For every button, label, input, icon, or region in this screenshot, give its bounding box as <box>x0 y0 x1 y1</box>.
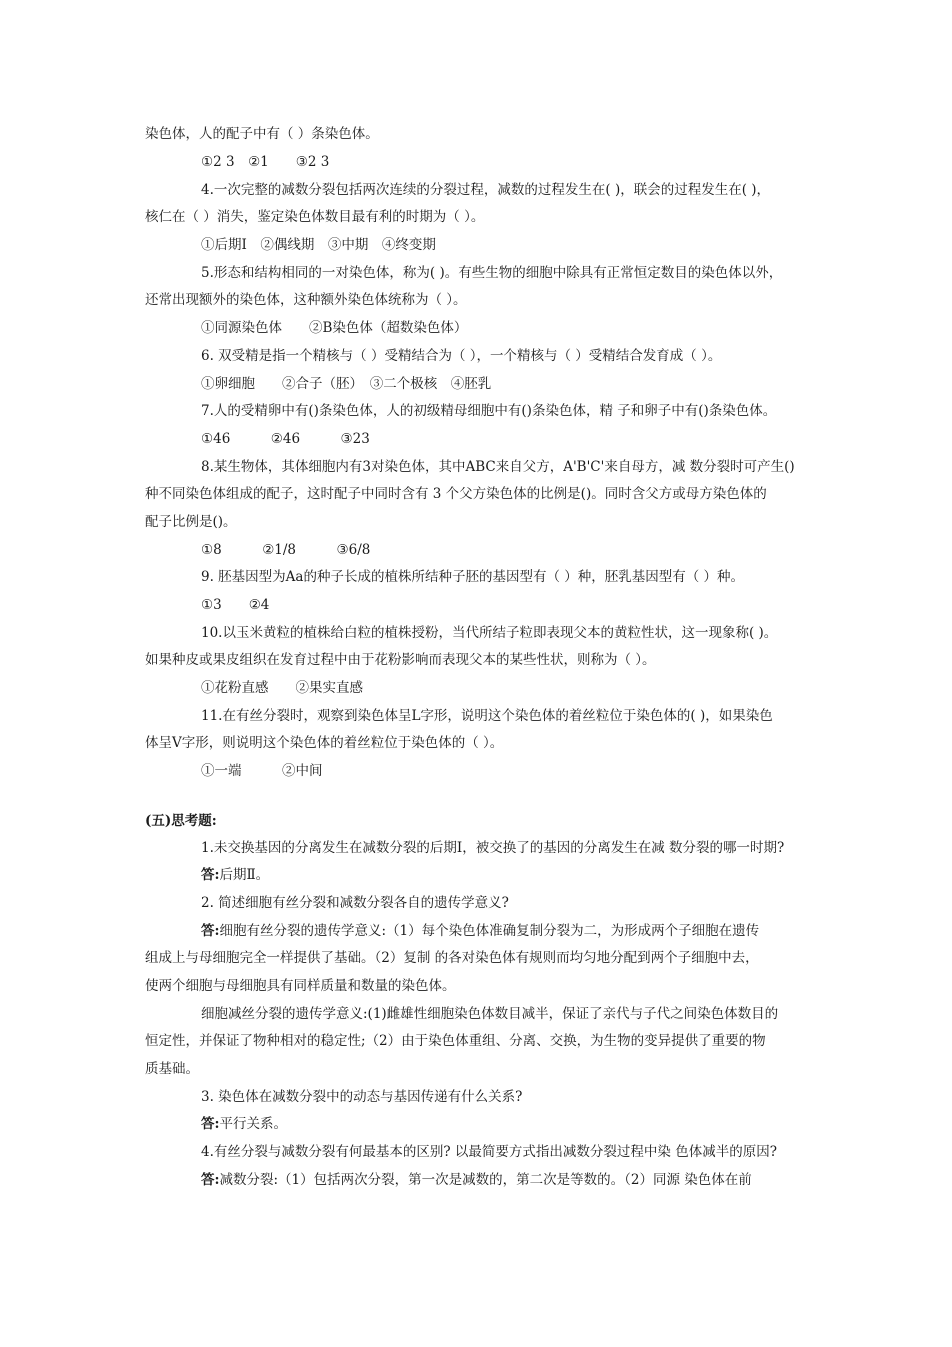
text-line: 7.人的受精卵中有()条染色体，人的初级精母细胞中有()条染色体，精 子和卵子中有()条染色体。 <box>201 403 777 419</box>
text-line: ①46 ②46 ③23 <box>201 431 370 447</box>
qa-text: 3. 染色体在减数分裂中的动态与基因传递有什么关系? <box>201 1089 523 1105</box>
text-line: 染色体，人的配子中有（ ）条染色体。 <box>145 126 379 142</box>
answer-label: 答: <box>201 923 220 939</box>
answer-label: 答: <box>201 1172 220 1188</box>
qa-text: 细胞减丝分裂的遗传学意义:(1)雌雄性细胞染色体数目减半，保证了亲代与子代之间染色体数目的 <box>201 1006 779 1022</box>
text-line: 4.一次完整的减数分裂包括两次连续的分裂过程，减数的过程发生在( )，联会的过程发生在( )， <box>201 182 771 198</box>
qa-line <box>201 1170 815 1190</box>
qa-line <box>201 1114 815 1134</box>
text-line: 配子比例是()。 <box>145 514 237 530</box>
qa-line <box>201 838 815 858</box>
qa-line <box>145 1031 815 1051</box>
text-line: 9. 胚基因型为Aa的种子长成的植株所结种子胚的基因型有（ ）种，胚乳基因型有（ ）种。 <box>201 569 745 585</box>
text-line: ①卵细胞 ②合子（胚） ③二个极核 ④胚乳 <box>201 376 492 392</box>
answer-label: 答: <box>201 867 220 883</box>
text-line: ①花粉直感 ②果实直感 <box>201 680 363 696</box>
text-line: 5.形态和结构相同的一对染色体，称为( )。有些生物的细胞中除具有正常恒定数目的染色体以外， <box>201 265 783 281</box>
answer-label: 答: <box>201 1116 220 1132</box>
qa-text: 1.未交换基因的分离发生在减数分裂的后期Ⅰ，被交换了的基因的分离发生在减 数分裂的哪一时期? <box>201 840 785 856</box>
text-line: ①一端 ②中间 <box>201 763 323 779</box>
qa-text: 平行关系。 <box>219 1116 287 1132</box>
qa-line <box>201 1004 815 1024</box>
text-line: 8.某生物体，其体细胞内有3对染色体，其中ABC来自父方，A'B'C'来自母方，减 数分裂时可产生() <box>201 459 795 475</box>
qa-line <box>201 1087 815 1107</box>
text-line: ①后期Ⅰ ②偶线期 ③中期 ④终变期 <box>201 237 436 253</box>
text-line: ①8 ②1/8 ③6/8 <box>201 542 371 558</box>
text-line: 核仁在（ ）消失，鉴定染色体数目最有利的时期为（ ）。 <box>145 209 485 225</box>
text-line: ①同源染色体 ②B染色体（超数染色体） <box>201 320 468 336</box>
qa-text: 减数分裂:（1）包括两次分裂，第一次是减数的，第二次是等数的。（2）同源 染色体在前 <box>219 1172 752 1188</box>
qa-text: 恒定性，并保证了物种相对的稳定性;（2）由于染色体重组、分离、交换，为生物的变异提供了重要的物 <box>145 1033 766 1049</box>
text-line: 如果种皮或果皮组织在发育过程中由于花粉影响而表现父本的某些性状，则称为（ ）。 <box>145 652 656 668</box>
text-line: 11.在有丝分裂时，观察到染色体呈L字形，说明这个染色体的着丝粒位于染色体的( )，如果染色 <box>201 708 773 724</box>
qa-line <box>145 1059 815 1079</box>
qa-line <box>201 1142 815 1162</box>
qa-text: 使两个细胞与母细胞具有同样质量和数量的染色体。 <box>145 978 456 994</box>
qa-line <box>201 921 815 941</box>
text-line: 6. 双受精是指一个精核与（ ）受精结合为（ ），一个精核与（ ）受精结合发育成（ ）。 <box>201 348 722 364</box>
qa-text: 2. 简述细胞有丝分裂和减数分裂各自的遗传学意义? <box>201 895 509 911</box>
qa-line <box>201 893 815 913</box>
text-line: 体呈V字形，则说明这个染色体的着丝粒位于染色体的（ ）。 <box>145 735 504 751</box>
qa-line <box>201 865 815 885</box>
text-line: 种不同染色体组成的配子，这时配子中同时含有 3 个父方染色体的比例是()。同时含父方或母方染色体的 <box>145 486 767 502</box>
text-line: ①2 3 ②1 ③2 3 <box>201 154 330 170</box>
qa-text: 后期Ⅱ。 <box>219 867 270 883</box>
text-line: 还常出现额外的染色体，这种额外染色体统称为（ ）。 <box>145 292 467 308</box>
section-heading: (五)思考题: <box>145 813 217 829</box>
qa-text: 4.有丝分裂与减数分裂有何最基本的区别? 以最简要方式指出减数分裂过程中染 色体减半的原因? <box>201 1144 777 1160</box>
qa-text: 细胞有丝分裂的遗传学意义:（1）每个染色体准确复制分裂为二，为形成两个子细胞在遗传 <box>219 923 760 939</box>
qa-text: 组成上与母细胞完全一样提供了基础。（2）复制 的各对染色体有规则而均匀地分配到两个子细胞中去， <box>145 950 759 966</box>
qa-text: 质基础。 <box>145 1061 199 1077</box>
text-line: ①3 ②4 <box>201 597 270 613</box>
qa-line <box>145 976 815 996</box>
qa-line <box>145 948 815 968</box>
text-line: 10.以玉米黄粒的植株给白粒的植株授粉，当代所结子粒即表现父本的黄粒性状，这一现象称( )。 <box>201 625 778 641</box>
